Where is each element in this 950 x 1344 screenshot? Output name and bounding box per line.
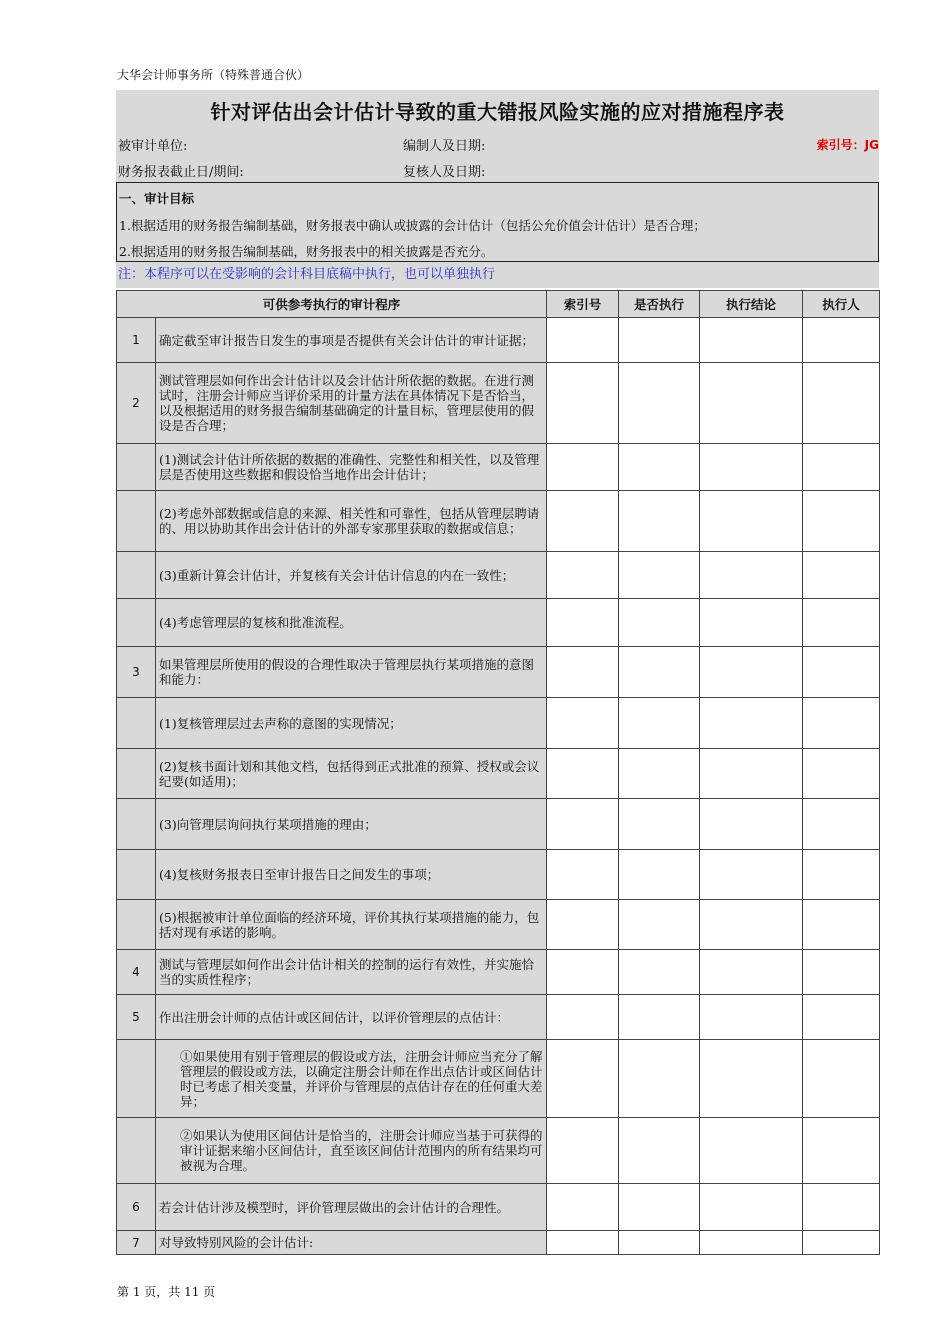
row-number bbox=[117, 900, 156, 950]
executor-cell[interactable] bbox=[803, 1040, 880, 1118]
row-number: 5 bbox=[117, 995, 156, 1040]
table-row bbox=[117, 900, 880, 950]
index-cell[interactable] bbox=[547, 1184, 619, 1231]
row-number bbox=[117, 491, 156, 552]
table-row bbox=[117, 491, 880, 552]
procedure-text: 若会计估计涉及模型时，评价管理层做出的会计估计的合理性。 bbox=[156, 1184, 547, 1231]
row-number bbox=[117, 552, 156, 599]
executed-cell[interactable] bbox=[619, 318, 700, 363]
row-number: 4 bbox=[117, 950, 156, 995]
index-cell[interactable] bbox=[547, 1118, 619, 1184]
conclusion-cell[interactable] bbox=[700, 698, 803, 749]
column-header-executed: 是否执行 bbox=[619, 291, 700, 318]
row-number bbox=[117, 1118, 156, 1184]
table-row bbox=[117, 799, 880, 850]
column-header-procedure: 可供参考执行的审计程序 bbox=[117, 291, 547, 318]
procedure-text: (1)测试会计估计所依据的数据的准确性、完整性和相关性，以及管理层是否使用这些数据和假设恰当地作出会计估计； bbox=[156, 444, 547, 491]
table-row bbox=[117, 647, 880, 698]
conclusion-cell[interactable] bbox=[700, 647, 803, 698]
conclusion-cell[interactable] bbox=[700, 950, 803, 995]
executor-cell[interactable] bbox=[803, 1231, 880, 1255]
row-number: 2 bbox=[117, 363, 156, 444]
executed-cell[interactable] bbox=[619, 1184, 700, 1231]
row-number: 6 bbox=[117, 1184, 156, 1231]
executed-cell[interactable] bbox=[619, 995, 700, 1040]
table-row bbox=[117, 749, 880, 799]
executor-cell[interactable] bbox=[803, 552, 880, 599]
table-row bbox=[117, 950, 880, 995]
table-row bbox=[117, 552, 880, 599]
table-row bbox=[117, 444, 880, 491]
executor-cell[interactable] bbox=[803, 491, 880, 552]
column-header-index: 索引号 bbox=[547, 291, 619, 318]
column-header-executor: 执行人 bbox=[803, 291, 880, 318]
conclusion-cell[interactable] bbox=[700, 444, 803, 491]
procedure-text: 作出注册会计师的点估计或区间估计，以评价管理层的点估计： bbox=[156, 995, 547, 1040]
index-cell[interactable] bbox=[547, 599, 619, 647]
procedure-text: 测试与管理层如何作出会计估计相关的控制的运行有效性，并实施恰当的实质性程序； bbox=[156, 950, 547, 995]
procedure-text: 如果管理层所使用的假设的合理性取决于管理层执行某项措施的意图和能力： bbox=[156, 647, 547, 698]
conclusion-cell[interactable] bbox=[700, 1040, 803, 1118]
procedure-text: (2)复核书面计划和其他文档，包括得到正式批准的预算、授权或会议纪要(如适用)； bbox=[156, 749, 547, 799]
row-number bbox=[117, 749, 156, 799]
firm-name: 大华会计师事务所（特殊普通合伙） bbox=[117, 68, 310, 82]
objective-item: 1.根据适用的财务报告编制基础，财务报表中确认或披露的会计估计（包括公允价值会计估计）是否合理； bbox=[119, 218, 706, 233]
index-cell[interactable] bbox=[547, 552, 619, 599]
index-cell[interactable] bbox=[547, 1231, 619, 1255]
conclusion-cell[interactable] bbox=[700, 491, 803, 552]
executor-cell[interactable] bbox=[803, 799, 880, 850]
procedure-text: (3)重新计算会计估计，并复核有关会计估计信息的内在一致性； bbox=[156, 552, 547, 599]
conclusion-cell[interactable] bbox=[700, 318, 803, 363]
procedure-text: 对导致特别风险的会计估计: bbox=[156, 1231, 547, 1255]
executed-cell[interactable] bbox=[619, 363, 700, 444]
conclusion-cell[interactable] bbox=[700, 1184, 803, 1231]
executor-cell[interactable] bbox=[803, 900, 880, 950]
procedure-note: 注：本程序可以在受影响的会计科目底稿中执行，也可以单独执行 bbox=[116, 262, 879, 288]
audit-objectives bbox=[116, 182, 879, 262]
executor-cell[interactable] bbox=[803, 698, 880, 749]
executed-cell[interactable] bbox=[619, 491, 700, 552]
procedure-text: 测试管理层如何作出会计估计以及会计估计所依据的数据。在进行测试时，注册会计师应当评价采用的计量方法在具体情况下是否恰当，以及根据适用的财务报告编制基础确定的计量目标，管理层使用的假设是否合理； bbox=[156, 363, 547, 444]
index-cell[interactable] bbox=[547, 363, 619, 444]
table-row bbox=[117, 599, 880, 647]
meta-row-unit bbox=[116, 130, 879, 156]
executed-cell[interactable] bbox=[619, 950, 700, 995]
objective-item: 2.根据适用的财务报告编制基础，财务报表中的相关披露是否充分。 bbox=[119, 244, 494, 259]
table-row bbox=[117, 995, 880, 1040]
procedure-table bbox=[116, 290, 880, 1255]
index-cell[interactable] bbox=[547, 647, 619, 698]
row-number bbox=[117, 799, 156, 850]
executed-cell[interactable] bbox=[619, 698, 700, 749]
index-number: 索引号：JG bbox=[816, 138, 879, 152]
executor-cell[interactable] bbox=[803, 749, 880, 799]
executor-cell[interactable] bbox=[803, 444, 880, 491]
executed-cell[interactable] bbox=[619, 1231, 700, 1255]
objectives-heading: 一、审计目标 bbox=[119, 191, 195, 206]
workpaper-sheet bbox=[116, 90, 879, 1255]
procedure-text: (4)考虑管理层的复核和批准流程。 bbox=[156, 599, 547, 647]
table-row bbox=[117, 698, 880, 749]
table-header-row bbox=[117, 291, 880, 318]
row-number bbox=[117, 850, 156, 900]
conclusion-cell[interactable] bbox=[700, 1231, 803, 1255]
table-row bbox=[117, 850, 880, 900]
conclusion-cell[interactable] bbox=[700, 995, 803, 1040]
index-cell[interactable] bbox=[547, 799, 619, 850]
index-cell[interactable] bbox=[547, 444, 619, 491]
audited-unit-label: 被审计单位: bbox=[118, 139, 188, 154]
executor-cell[interactable] bbox=[803, 599, 880, 647]
executor-cell[interactable] bbox=[803, 318, 880, 363]
conclusion-cell[interactable] bbox=[700, 599, 803, 647]
table-row bbox=[117, 363, 880, 444]
executor-cell[interactable] bbox=[803, 647, 880, 698]
executed-cell[interactable] bbox=[619, 444, 700, 491]
executed-cell[interactable] bbox=[619, 647, 700, 698]
index-cell[interactable] bbox=[547, 698, 619, 749]
procedure-text: (3)向管理层询问执行某项措施的理由； bbox=[156, 799, 547, 850]
conclusion-cell[interactable] bbox=[700, 749, 803, 799]
executed-cell[interactable] bbox=[619, 749, 700, 799]
conclusion-cell[interactable] bbox=[700, 1118, 803, 1184]
procedure-text: (2)考虑外部数据或信息的来源、相关性和可靠性，包括从管理层聘请的、用以协助其作出会计估计的外部专家那里获取的数据或信息； bbox=[156, 491, 547, 552]
procedure-text: (4)复核财务报表日至审计报告日之间发生的事项； bbox=[156, 850, 547, 900]
row-number bbox=[117, 1040, 156, 1118]
page-footer: 第 1 页，共 11 页 bbox=[117, 1285, 216, 1299]
column-header-conclusion: 执行结论 bbox=[700, 291, 803, 318]
procedure-text: (1)复核管理层过去声称的意图的实现情况； bbox=[156, 698, 547, 749]
procedure-text: ①如果使用有别于管理层的假设或方法，注册会计师应当充分了解管理层的假设或方法，以确定注册会计师在作出点估计或区间估计时已考虑了相关变量，并评价与管理层的点估计存在的任何重大差异； bbox=[156, 1040, 547, 1118]
row-number bbox=[117, 599, 156, 647]
procedure-text: ②如果认为使用区间估计是恰当的，注册会计师应当基于可获得的审计证据来缩小区间估计，直至该区间估计范围内的所有结果均可被视为合理。 bbox=[156, 1118, 547, 1184]
executed-cell[interactable] bbox=[619, 900, 700, 950]
executor-cell[interactable] bbox=[803, 995, 880, 1040]
executor-cell[interactable] bbox=[803, 950, 880, 995]
executed-cell[interactable] bbox=[619, 599, 700, 647]
row-number: 7 bbox=[117, 1231, 156, 1255]
reviewer-label: 复核人及日期: bbox=[403, 165, 486, 180]
procedure-text: 确定截至审计报告日发生的事项是否提供有关会计估计的审计证据； bbox=[156, 318, 547, 363]
executed-cell[interactable] bbox=[619, 850, 700, 900]
conclusion-cell[interactable] bbox=[700, 850, 803, 900]
conclusion-cell[interactable] bbox=[700, 799, 803, 850]
table-row bbox=[117, 1118, 880, 1184]
conclusion-cell[interactable] bbox=[700, 363, 803, 444]
index-cell[interactable] bbox=[547, 950, 619, 995]
row-number bbox=[117, 698, 156, 749]
page-title: 针对评估出会计估计导致的重大错报风险实施的应对措施程序表 bbox=[116, 90, 879, 130]
period-label: 财务报表截止日/期间: bbox=[118, 165, 244, 180]
index-cell[interactable] bbox=[547, 995, 619, 1040]
executor-cell[interactable] bbox=[803, 1184, 880, 1231]
conclusion-cell[interactable] bbox=[700, 552, 803, 599]
index-cell[interactable] bbox=[547, 749, 619, 799]
meta-row-period bbox=[116, 156, 879, 182]
index-cell[interactable] bbox=[547, 491, 619, 552]
row-number: 1 bbox=[117, 318, 156, 363]
row-number: 3 bbox=[117, 647, 156, 698]
executed-cell[interactable] bbox=[619, 1040, 700, 1118]
index-cell[interactable] bbox=[547, 1040, 619, 1118]
preparer-label: 编制人及日期: bbox=[403, 139, 486, 154]
index-cell[interactable] bbox=[547, 850, 619, 900]
procedure-text: (5)根据被审计单位面临的经济环境，评价其执行某项措施的能力，包括对现有承诺的影响。 bbox=[156, 900, 547, 950]
executor-cell[interactable] bbox=[803, 363, 880, 444]
index-cell[interactable] bbox=[547, 900, 619, 950]
row-number bbox=[117, 444, 156, 491]
table-row bbox=[117, 1184, 880, 1231]
conclusion-cell[interactable] bbox=[700, 900, 803, 950]
executor-cell[interactable] bbox=[803, 1118, 880, 1184]
table-row bbox=[117, 1040, 880, 1118]
executed-cell[interactable] bbox=[619, 1118, 700, 1184]
executed-cell[interactable] bbox=[619, 799, 700, 850]
table-row bbox=[117, 318, 880, 363]
executor-cell[interactable] bbox=[803, 850, 880, 900]
table-row bbox=[117, 1231, 880, 1255]
executed-cell[interactable] bbox=[619, 552, 700, 599]
index-cell[interactable] bbox=[547, 318, 619, 363]
